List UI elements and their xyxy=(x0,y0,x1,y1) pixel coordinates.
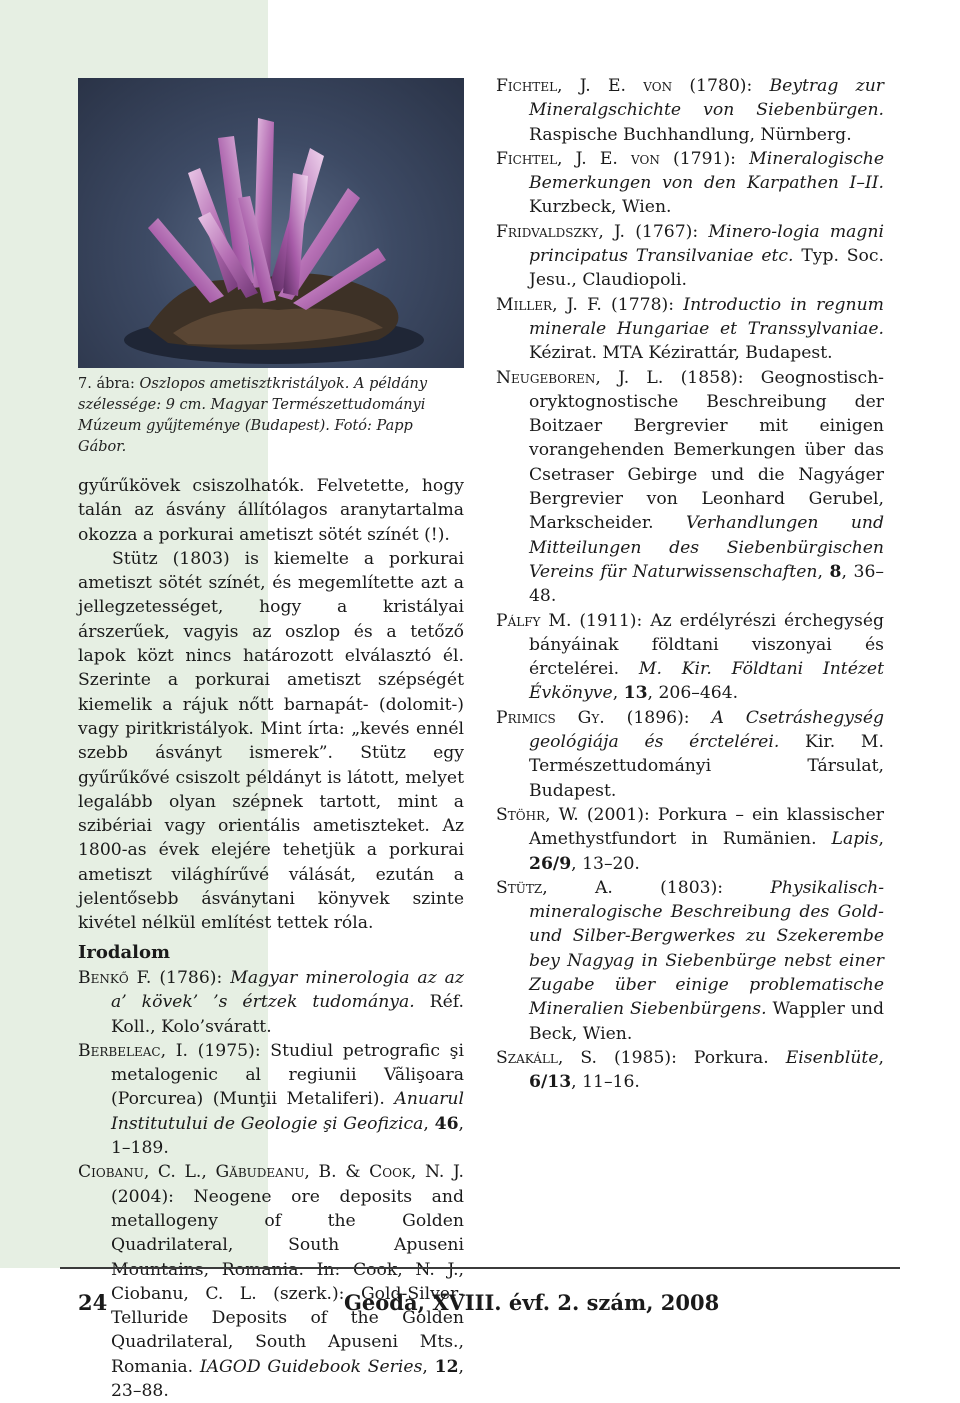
references-column-left xyxy=(78,966,464,1403)
reference-item: Stütz, A. (1803): Physikalisch-mineralogische Beschreibung des Gold- und Silber-Bergwerkes zu Szekerembe bey Nagyag in Siebenbürge nebst einer Zugabe über einige problematische Mineralien Siebenbürgens. Wappler und Beck, Wien. xyxy=(496,877,884,1044)
reference-item: Fichtel, J. E. von (1791): Mineralogische Bemerkungen von den Karpathen I–II. Kurzbeck, Wien. xyxy=(496,148,884,218)
reference-item: Szakáll, S. (1985): Porkura. Eisenblüte, 6/13, 11–16. xyxy=(496,1047,884,1093)
amethyst-crystal-image xyxy=(78,78,464,368)
reference-item: Fichtel, J. E. von (1780): Beytrag zur Mineralgschichte von Siebenbürgen. Raspische Buchhandlung, Nürnberg. xyxy=(496,76,884,145)
reference-item: Miller, J. F. (1778): Introductio in regnum minerale Hungariae et Transsylvaniae. Kézirat. MTA Kézirattár, Budapest. xyxy=(496,294,884,364)
caption-text: Oszlopos ametisztkristályok. A példány szélessége: 9 cm. Magyar Természettudományi Múzeum gyűjteménye (Budapest). Fotó: Papp Gábor. xyxy=(78,376,428,455)
references-column-right xyxy=(496,74,884,1094)
reference-item: Fridvaldszky, J. (1767): Minero-logia magni principatus Transilvaniae etc. Typ. Soc. Jesu., Claudiopoli. xyxy=(496,221,884,291)
page-number: 24 xyxy=(78,1290,108,1315)
reference-item: Neugeboren, J. L. (1858): Geognostisch-oryktognostische Beschreibung der Boitzaer Bergrevier mit einigen vorangehenden Bemerkungen über das Csetraser Gebirge und die Nagyáger Bergrevier von Leonhard Gerubel, Markscheider. Verhandlungen und Mitteilungen des Siebenbürgischen Vereins für Naturwissenschaften, 8, 36–48. xyxy=(496,367,884,607)
journal-footer: Geoda, XVIII. évf. 2. szám, 2008 xyxy=(344,1290,720,1315)
body-paragraph-2: Stütz (1803) is kiemelte a porkurai ametiszt sötét színét, és megemlítette azt a jellegzetességet, hogy a kristályai árszerűek, vagyis az oszlop és a tetőző lapok közt nincs határozott elválasztó él. Szerinte a porkurai ametiszt szépségét kiemelik a rájuk nőtt barnapát- (dolomit-) vagy piritkristályok. Mint írta: „kevés ennél szebb ásványt ismerek”. Stütz egy gyűrűkővé csiszolt példányt is látott, melyet legalább olyan szépnek tartott, mint a szibériai vagy orientális ametiszteket. Az 1800-as évek elejére tehetjük a porkurai ametiszt világhírűvé válását, ezután a jelentősebb ásványtani könyvek szinte kivétel nélkül említést tettek róla. xyxy=(78,548,464,934)
body-text xyxy=(78,474,464,936)
body-paragraph-1: gyűrűkövek csiszolhatók. Felvetette, hogy talán az ásvány állítólagos aranytartalma okozza a porkurai ametiszt sötét színét (!). xyxy=(78,476,464,545)
caption-prefix: 7. ábra: xyxy=(78,376,140,392)
references-heading: Irodalom xyxy=(78,942,171,963)
figure-caption xyxy=(78,374,464,458)
reference-item: Berbeleac, I. (1975): Studiul petrografic şi metalogenic al regiunii Vãlişoara (Porcurea) (Munţii Metaliferi). Anuarul Institutului de Geologie şi Geofizica, 46, 1–189. xyxy=(78,1040,464,1159)
reference-item: Primics Gy. (1896): A Csetráshegység geológiája és érctelérei. Kir. M. Természettudományi Társulat, Budapest. xyxy=(496,707,885,801)
reference-item: Pálfy M. (1911): Az erdélyrészi érchegység bányáinak földtani viszonyai és érctelérei. M. Kir. Földtani Intézet Évkönyve, 13, 206–464. xyxy=(496,610,885,704)
reference-item: Ciobanu, C. L., Găbudeanu, B. & Cook, N. J. (2004): Neogene ore deposits and metallogeny of the Golden Quadrilateral, South Apuseni Mountains, Romania. In: Cook, N. J., Ciobanu, C. L. (szerk.): Gold-Silver-Telluride Deposits of the Golden Quadrilateral, South Apuseni Mts., Romania. IAGOD Guidebook Series, 12, 23–88. xyxy=(78,1162,464,1402)
reference-item: Stöhr, W. (2001): Porkura – ein klassischer Amethystfundort in Rumänien. Lapis, 26/9, 13–20. xyxy=(496,804,884,874)
reference-item: Benkő F. (1786): Magyar minerologia az az a’ kövek’ ’s értzek tudománya. Réf. Koll., Kolo’sváratt. xyxy=(78,968,464,1037)
amethyst-photo xyxy=(78,78,464,368)
footer-divider xyxy=(60,1267,900,1269)
